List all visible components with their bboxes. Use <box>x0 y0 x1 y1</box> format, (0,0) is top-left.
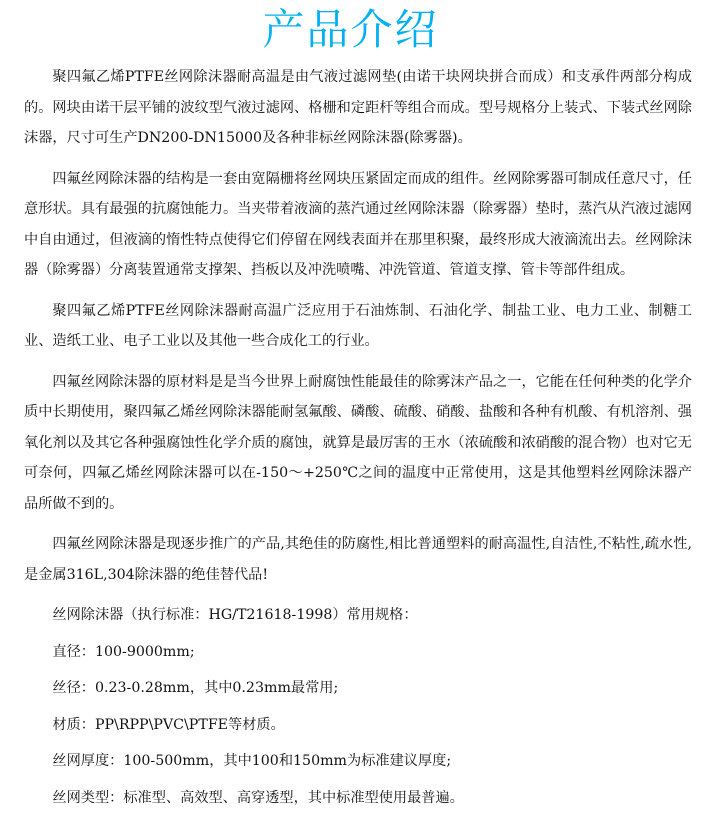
spec-diameter: 直径：100-9000mm; <box>52 643 195 660</box>
intro-paragraph-applications: 聚四氟乙烯PTFE丝网除沫器耐高温广泛应用于石油炼制、石油化学、制盐工业、电力工业、制糖工业、造纸工业、电子工业以及其他一些合成化工的行业。 <box>24 302 692 349</box>
intro-content <box>24 62 692 819</box>
spec-heading: 丝网除沫器（执行标准：HG/T21618-1998）常用规格： <box>52 607 418 623</box>
spec-mesh-type: 丝网类型：标准型、高效型、高穿透型，其中标准型使用最普遍。 <box>52 789 464 806</box>
page-title: 产品介绍 <box>262 5 439 54</box>
spec-wire-diameter: 丝径：0.23-0.28mm，其中0.23mm最常用; <box>52 680 339 696</box>
spec-material: 材质：PP\RPP\PVC\PTFE等材质。 <box>52 716 285 733</box>
spec-mesh-thickness: 丝网厚度：100-500mm，其中100和150mm为标准建议厚度; <box>52 753 452 769</box>
intro-paragraph-corrosion-resistance: 四氟丝网除沫器的原材料是是当今世界上耐腐蚀性能最佳的除雾沫产品之一，它能在任何种类的化学介质中长期使用，聚四氟乙烯丝网除沫器能耐氢氟酸、磷酸、硫酸、硝酸、盐酸和各种有机酸、有机溶剂、强氧化剂以及其它各种强腐蚀性化学介质的腐蚀，就算是最厉害的王水（浓硫酸和浓硝酸的混合物）也对它无可奈何，四氟乙烯丝网除沫器可以在-150～+250℃之间的温度中正常使用，这是其他塑料丝网除沫器产品所做不到的。 <box>24 373 692 512</box>
intro-paragraph-structure: 聚四氟乙烯PTFE丝网除沫器耐高温是由气液过滤网垫(由诺干块网块拼合而成）和支承件两部分构成的。网块由诺干层平铺的波纹型气液过滤网、格栅和定距杆等组合而成。型号规格分上装式、下装式丝网除沫器，尺寸可生产DN200-DN15000及各种非标丝网除沫器(除雾器)。 <box>24 69 692 146</box>
intro-paragraph-working-principle: 四氟丝网除沫器的结构是一套由宽隔栅将丝网块压紧固定而成的组件。丝网除雾器可制成任意尺寸，任意形状。具有最强的抗腐蚀能力。当夹带着液滴的蒸汽通过丝网除沫器（除雾器）垫时，蒸汽从汽液过滤网中自由通过，但液滴的惰性特点使得它们停留在网线表面并在那里积聚，最终形成大液滴流出去。丝网除沫器（除雾器）分离装置通常支撑架、挡板以及冲洗喷嘴、冲洗管道、管道支撑、管卡等部件组成。 <box>24 170 692 278</box>
intro-paragraph-advantages: 四氟丝网除沫器是现逐步推广的产品,其绝佳的防腐性,相比普通塑料的耐高温性,自洁性,不粘性,疏水性,是金属316L,304除沫器的绝佳替代品! <box>24 536 692 583</box>
